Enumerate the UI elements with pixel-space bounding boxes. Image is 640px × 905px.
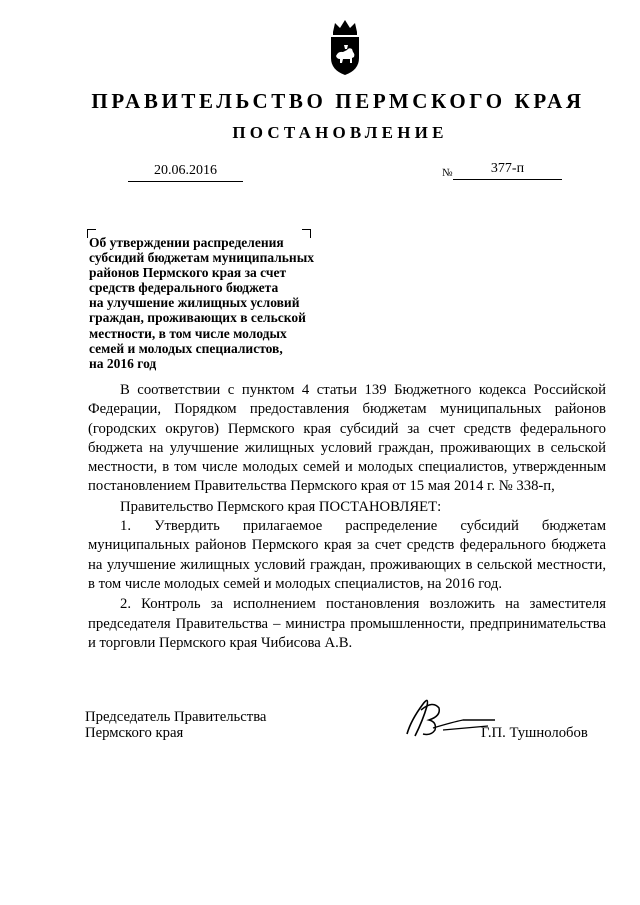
organization-title: ПРАВИТЕЛЬСТВО ПЕРМСКОГО КРАЯ: [91, 89, 585, 113]
number-sign: №: [442, 167, 453, 179]
document-date: 20.06.2016: [128, 163, 243, 182]
document-body: [88, 381, 606, 653]
document-type: ПОСТАНОВЛЕНИЕ: [232, 123, 448, 142]
signer-position: [85, 710, 266, 741]
document-number: 377-п: [453, 161, 562, 180]
signer-position-line-1: Председатель Правительства: [85, 709, 267, 725]
document-subject: Об утверждении распределения субсидий бюджетам муниципальных районов Пермского края за счет средств федерального бюджета на улучшение жилищных условий граждан, проживающих в сельской местности, в том числе молодых семей и молодых специалистов, на 2016 год: [89, 235, 314, 371]
body-paragraph-item-1: 1. Утвердить прилагаемое распределение субсидий бюджетам муниципальных районов Пермского края за счет средств федерального бюджета на улучшение жилищных условий граждан, проживающих в сельской местности, в том числе молодых семей и молодых специалистов, на 2016 год.: [88, 518, 606, 592]
coat-of-arms-icon: [325, 18, 365, 78]
body-paragraph-resolves: Правительство Пермского края ПОСТАНОВЛЯЕТ:: [120, 498, 442, 515]
signer-position-line-2: Пермского края: [85, 724, 184, 741]
body-paragraph-item-2: 2. Контроль за исполнением постановления возложить на заместителя председателя Правительства – министра промышленности, предпринимательства и торговли Пермского края Чибисова А.В.: [88, 596, 606, 651]
signer-name: Г.П. Тушнолобов: [481, 725, 588, 741]
body-paragraph-preamble: В соответствии с пунктом 4 статьи 139 Бюджетного кодекса Российской Федерации, Порядком предоставления бюджетам муниципальных районов (городских округов) Пермского края субсидий за счет средств федерального бюджета на улучшение жилищных условий граждан, проживающих в сельской местности, в том числе молодых семей и молодых специалистов, утвержденным постановлением Правительства Пермского края от 15 мая 2014 г. № 338-п,: [88, 382, 606, 495]
